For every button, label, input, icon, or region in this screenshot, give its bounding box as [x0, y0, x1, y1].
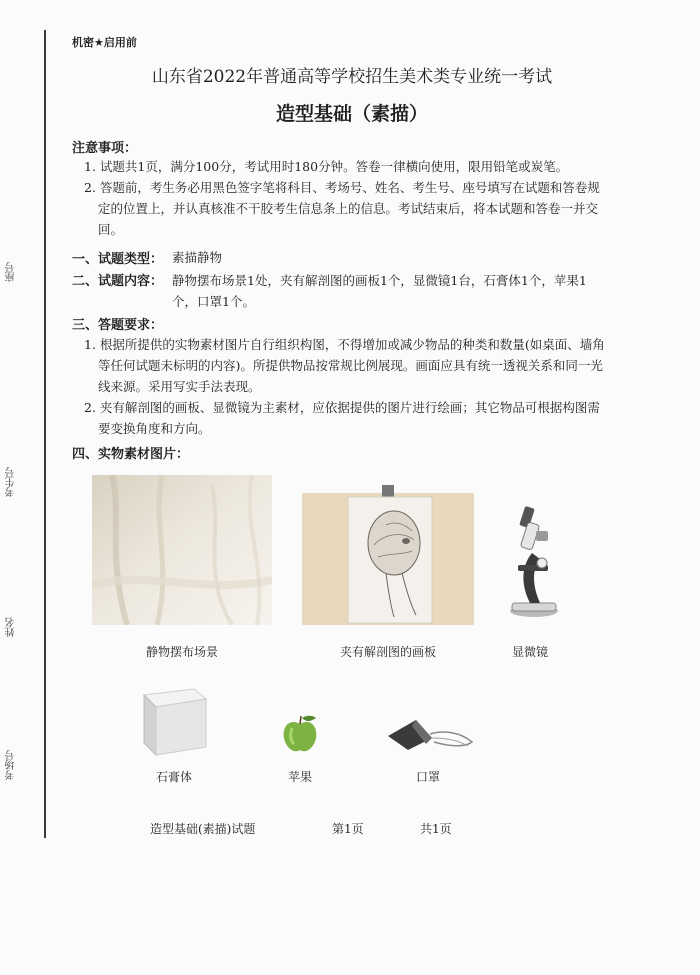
caption-apple: 苹果 — [287, 770, 312, 784]
name-label: 姓名 — [6, 617, 17, 637]
microscope-image — [500, 503, 560, 621]
notice-item-1: 1. 试题共1页，满分100分，考试用时180分钟。答卷一律横向使用，限用铅笔或炭笔。 — [84, 159, 569, 174]
footer-total: 共1页 — [420, 822, 452, 836]
seat-number-label: 座号 — [6, 262, 17, 282]
requirement-item-2: 2. 夹有解剖图的画板、显微镜为主素材，应依据提供的图片进行绘画；其它物品可根据构图需要变换角度和方向。 — [84, 400, 600, 436]
section-content-value: 静物摆布场景1处，夹有解剖图的画板1个，显微镜1台，石膏体1个，苹果1个，口罩1个。 — [172, 273, 587, 309]
section-type-value: 素描静物 — [172, 250, 223, 265]
footer-page: 第1页 — [332, 822, 364, 836]
section-content-label: 二、试题内容： — [72, 274, 164, 289]
face-mask-image — [386, 716, 476, 754]
anatomy-board-image — [302, 485, 474, 625]
subject-title: 造型基础（素描） — [275, 103, 428, 125]
caption-plaster: 石膏体 — [155, 770, 192, 784]
images-heading: 四、实物素材图片： — [72, 447, 190, 462]
caption-mask: 口罩 — [415, 770, 440, 784]
plaster-cube-image — [138, 685, 210, 757]
notice-heading: 注意事项： — [72, 141, 138, 156]
footer-title: 造型基础(素描)试题 — [150, 822, 256, 836]
candidate-number-label: 考生号 — [6, 467, 17, 497]
confidential-mark: 机密★启用前 — [72, 36, 137, 49]
requirements-heading: 三、答题要求： — [72, 318, 164, 333]
caption-cloth: 静物摆布场景 — [145, 645, 218, 659]
notice-item-2: 2. 答题前，考生务必用黑色签字笔将科目、考场号、姓名、考生号、座号填写在试题和答卷规定的位置上，并认真核准不干胶考生信息条上的信息。考试结束后，将本试题和答卷一并交回。 — [84, 180, 600, 237]
cloth-scene-image — [92, 475, 272, 625]
apple-image — [282, 714, 318, 754]
exam-room-label: 考场号 — [6, 750, 17, 780]
caption-board: 夹有解剖图的画板 — [339, 645, 436, 659]
binding-line — [44, 30, 46, 838]
caption-microscope: 显微镜 — [511, 645, 548, 659]
section-type-label: 一、试题类型： — [72, 252, 164, 267]
exam-title: 山东省2022年普通高等学校招生美术类专业统一考试 — [151, 67, 553, 87]
requirement-item-1: 1. 根据所提供的实物素材图片自行组织构图，不得增加或减少物品的种类和数量(如桌面、墙角等任何试题未标明的内容)。所提供物品按常规比例展现。画面应具有统一透视关系和同一光线来源。采用写实手法表现。 — [84, 337, 605, 394]
